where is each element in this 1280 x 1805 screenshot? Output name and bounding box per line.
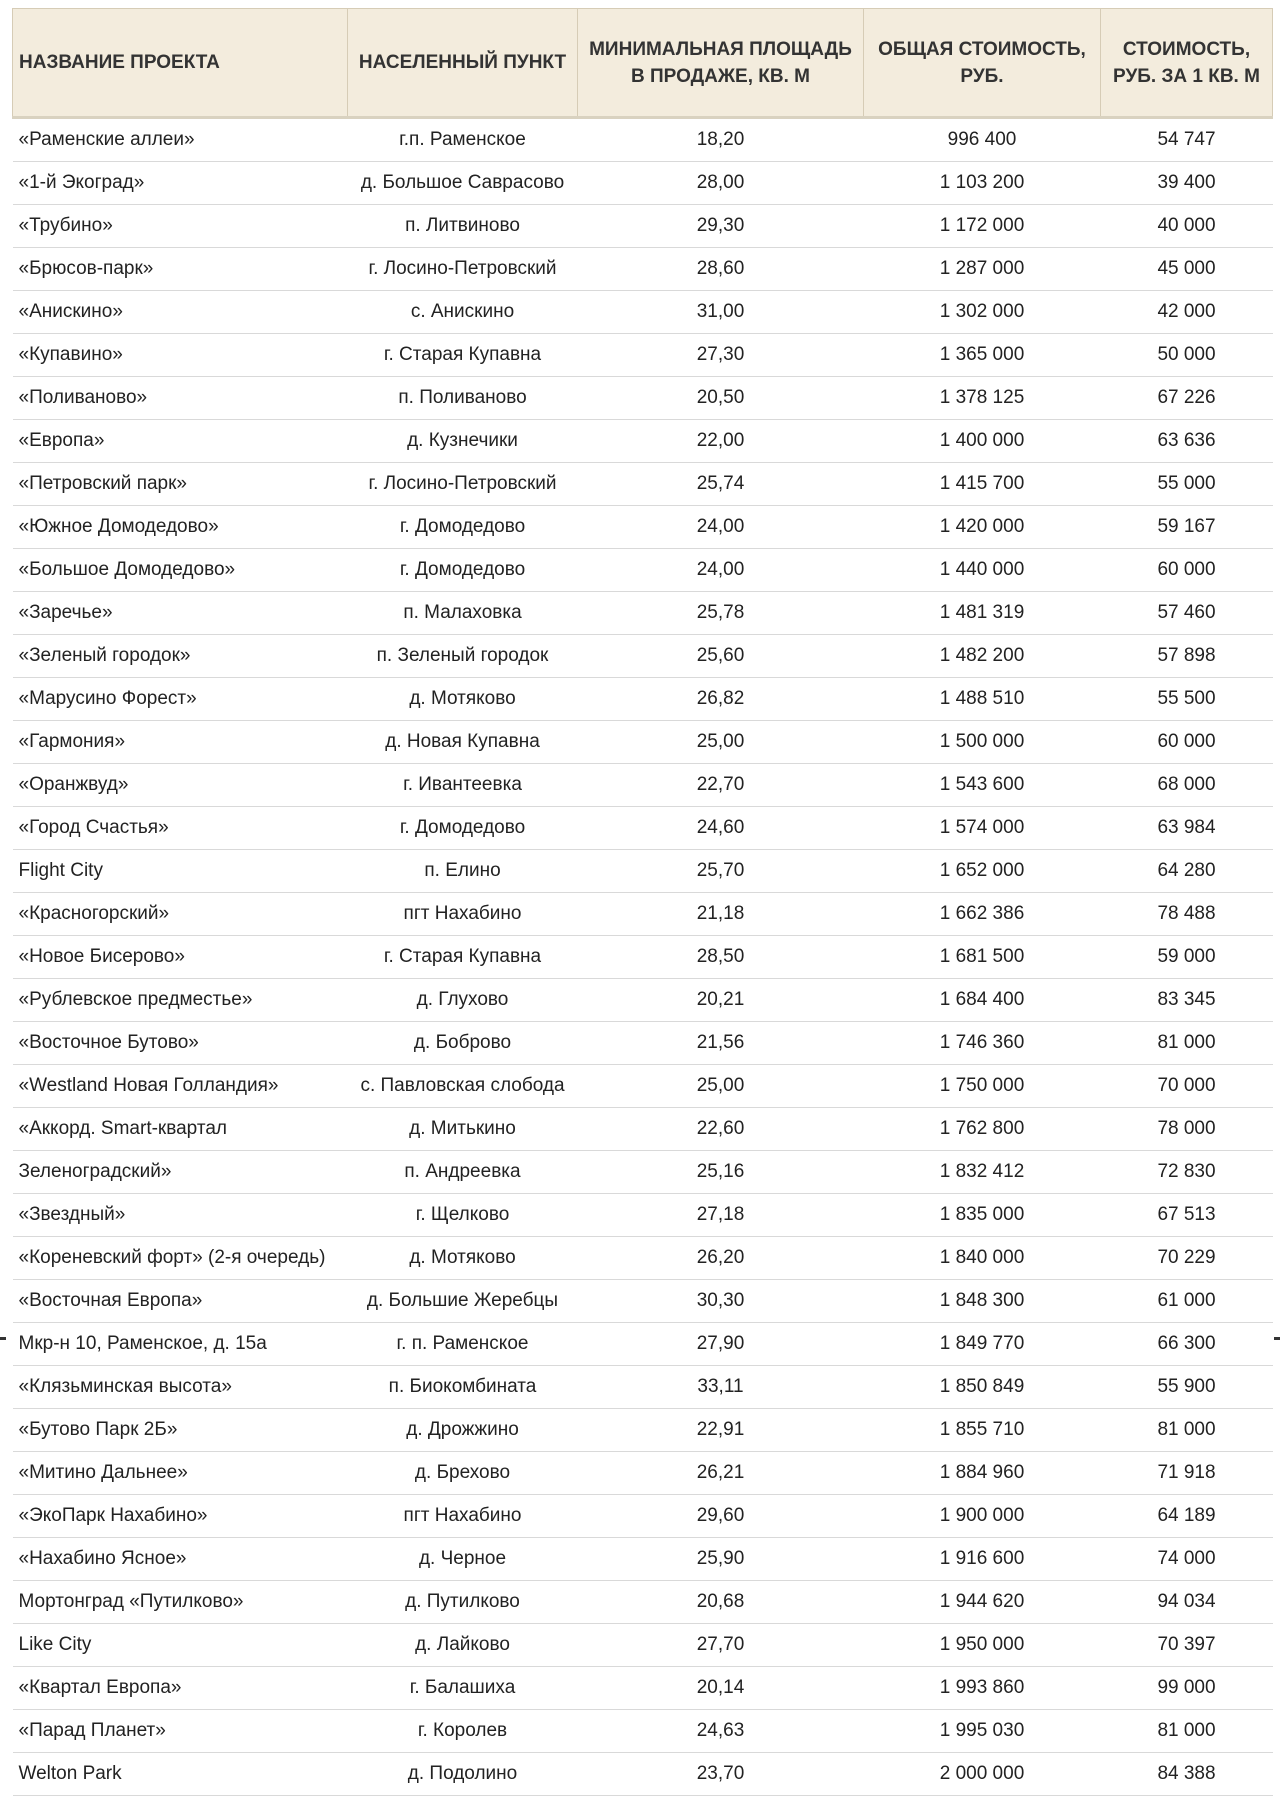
cell-min-area: 23,70 (578, 1753, 864, 1796)
cell-cost-per-sqm: 70 229 (1101, 1237, 1273, 1280)
cell-cost-per-sqm: 78 000 (1101, 1108, 1273, 1151)
cell-total-cost: 1 415 700 (864, 463, 1101, 506)
cell-cost-per-sqm: 67 513 (1101, 1194, 1273, 1237)
cell-cost-per-sqm: 64 189 (1101, 1495, 1273, 1538)
cell-min-area: 25,16 (578, 1151, 864, 1194)
cell-project-name: «Оранжвуд» (13, 764, 348, 807)
cell-locality: пгт Нахабино (348, 1495, 578, 1538)
cell-cost-per-sqm: 64 280 (1101, 850, 1273, 893)
cell-total-cost: 1 440 000 (864, 549, 1101, 592)
cell-project-name: «ЭкоПарк Нахабино» (13, 1495, 348, 1538)
cell-cost-per-sqm: 55 900 (1101, 1366, 1273, 1409)
cell-total-cost: 1 500 000 (864, 721, 1101, 764)
cell-locality: д. Боброво (348, 1022, 578, 1065)
cell-min-area: 26,21 (578, 1452, 864, 1495)
cell-locality: д. Дрожжино (348, 1409, 578, 1452)
cell-project-name: «Трубино» (13, 205, 348, 248)
cell-total-cost: 1 995 030 (864, 1710, 1101, 1753)
table-row (13, 1280, 1273, 1323)
cell-project-name: «Новое Бисерово» (13, 936, 348, 979)
cell-total-cost: 2 000 000 (864, 1753, 1101, 1796)
cell-cost-per-sqm: 81 000 (1101, 1022, 1273, 1065)
cell-cost-per-sqm: 70 000 (1101, 1065, 1273, 1108)
cell-total-cost: 1 835 000 (864, 1194, 1101, 1237)
cell-min-area: 20,68 (578, 1581, 864, 1624)
cell-min-area: 22,00 (578, 420, 864, 463)
cell-locality: г. Домодедово (348, 807, 578, 850)
cell-total-cost: 1 488 510 (864, 678, 1101, 721)
cell-total-cost: 1 400 000 (864, 420, 1101, 463)
table-row (13, 1065, 1273, 1108)
cell-min-area: 27,18 (578, 1194, 864, 1237)
cell-project-name: Зеленоградский» (13, 1151, 348, 1194)
table-row (13, 420, 1273, 463)
cell-min-area: 29,60 (578, 1495, 864, 1538)
table-row (13, 592, 1273, 635)
table-row (13, 334, 1273, 377)
cell-locality: д. Лайково (348, 1624, 578, 1667)
cell-cost-per-sqm: 57 898 (1101, 635, 1273, 678)
table-body (13, 118, 1273, 1796)
cell-total-cost: 1 481 319 (864, 592, 1101, 635)
cell-locality: д. Новая Купавна (348, 721, 578, 764)
cell-cost-per-sqm: 42 000 (1101, 291, 1273, 334)
cell-locality: д. Брехово (348, 1452, 578, 1495)
cell-min-area: 20,14 (578, 1667, 864, 1710)
cell-project-name: «Рублевское предместье» (13, 979, 348, 1022)
cell-project-name: «Бутово Парк 2Б» (13, 1409, 348, 1452)
cell-project-name: «Звездный» (13, 1194, 348, 1237)
cell-total-cost: 1 172 000 (864, 205, 1101, 248)
cell-min-area: 31,00 (578, 291, 864, 334)
header-locality: НАСЕЛЕННЫЙ ПУНКТ (348, 9, 578, 118)
cell-locality: д. Кузнечики (348, 420, 578, 463)
cell-project-name: «Митино Дальнее» (13, 1452, 348, 1495)
cell-project-name: «Заречье» (13, 592, 348, 635)
cell-locality: п. Андреевка (348, 1151, 578, 1194)
table-row (13, 1194, 1273, 1237)
table-row (13, 506, 1273, 549)
cell-cost-per-sqm: 60 000 (1101, 721, 1273, 764)
cell-total-cost: 1 482 200 (864, 635, 1101, 678)
header-project-name: НАЗВАНИЕ ПРОЕКТА (13, 9, 348, 118)
header-min-area: МИНИМАЛЬНАЯ ПЛОЩАДЬ В ПРОДАЖЕ, КВ. М (578, 9, 864, 118)
header-total-cost: ОБЩАЯ СТОИМОСТЬ, РУБ. (864, 9, 1101, 118)
table-header (13, 9, 1273, 118)
cell-total-cost: 1 840 000 (864, 1237, 1101, 1280)
cell-cost-per-sqm: 78 488 (1101, 893, 1273, 936)
cell-locality: г. Домодедово (348, 506, 578, 549)
cell-cost-per-sqm: 45 000 (1101, 248, 1273, 291)
cell-project-name: «Гармония» (13, 721, 348, 764)
cell-min-area: 22,60 (578, 1108, 864, 1151)
cell-total-cost: 996 400 (864, 118, 1101, 162)
cell-project-name: «Европа» (13, 420, 348, 463)
cell-total-cost: 1 681 500 (864, 936, 1101, 979)
cell-locality: г. Щелково (348, 1194, 578, 1237)
table-row (13, 162, 1273, 205)
cell-min-area: 18,20 (578, 118, 864, 162)
cell-project-name: «Город Счастья» (13, 807, 348, 850)
cell-locality: с. Павловская слобода (348, 1065, 578, 1108)
right-edge-marker (1274, 1337, 1280, 1340)
table-row (13, 764, 1273, 807)
cell-total-cost: 1 574 000 (864, 807, 1101, 850)
cell-project-name: «1-й Экоград» (13, 162, 348, 205)
cell-cost-per-sqm: 50 000 (1101, 334, 1273, 377)
cell-locality: г. Старая Купавна (348, 936, 578, 979)
cell-total-cost: 1 287 000 (864, 248, 1101, 291)
cell-cost-per-sqm: 70 397 (1101, 1624, 1273, 1667)
cell-cost-per-sqm: 55 000 (1101, 463, 1273, 506)
table-row (13, 1710, 1273, 1753)
cell-cost-per-sqm: 63 636 (1101, 420, 1273, 463)
table-row (13, 463, 1273, 506)
cell-project-name: «Большое Домодедово» (13, 549, 348, 592)
cell-locality: п. Зеленый городок (348, 635, 578, 678)
cell-project-name: «Аккорд. Smart-квартал (13, 1108, 348, 1151)
cell-cost-per-sqm: 68 000 (1101, 764, 1273, 807)
cell-min-area: 25,78 (578, 592, 864, 635)
cell-total-cost: 1 762 800 (864, 1108, 1101, 1151)
cell-min-area: 20,21 (578, 979, 864, 1022)
cell-min-area: 29,30 (578, 205, 864, 248)
table-row (13, 850, 1273, 893)
cell-total-cost: 1 849 770 (864, 1323, 1101, 1366)
cell-total-cost: 1 543 600 (864, 764, 1101, 807)
cell-min-area: 22,91 (578, 1409, 864, 1452)
table-row (13, 205, 1273, 248)
cell-project-name: «Красногорский» (13, 893, 348, 936)
cell-locality: п. Биокомбината (348, 1366, 578, 1409)
cell-min-area: 27,90 (578, 1323, 864, 1366)
cell-project-name: «Нахабино Ясное» (13, 1538, 348, 1581)
cell-min-area: 28,00 (578, 162, 864, 205)
cell-total-cost: 1 365 000 (864, 334, 1101, 377)
cell-locality: д. Мотяково (348, 1237, 578, 1280)
cell-cost-per-sqm: 67 226 (1101, 377, 1273, 420)
cell-project-name: «Парад Планет» (13, 1710, 348, 1753)
cell-cost-per-sqm: 66 300 (1101, 1323, 1273, 1366)
cell-cost-per-sqm: 54 747 (1101, 118, 1273, 162)
cell-min-area: 20,50 (578, 377, 864, 420)
cell-min-area: 27,30 (578, 334, 864, 377)
cell-locality: г. Балашиха (348, 1667, 578, 1710)
table-row (13, 291, 1273, 334)
cell-min-area: 28,60 (578, 248, 864, 291)
cell-project-name: «Южное Домодедово» (13, 506, 348, 549)
cell-total-cost: 1 684 400 (864, 979, 1101, 1022)
cell-locality: д. Мотяково (348, 678, 578, 721)
cell-min-area: 22,70 (578, 764, 864, 807)
cell-cost-per-sqm: 59 167 (1101, 506, 1273, 549)
cell-project-name: Flight City (13, 850, 348, 893)
cell-locality: г.п. Раменское (348, 118, 578, 162)
table-row (13, 1753, 1273, 1796)
table-row (13, 936, 1273, 979)
cell-total-cost: 1 832 412 (864, 1151, 1101, 1194)
cell-locality: п. Елино (348, 850, 578, 893)
cell-total-cost: 1 850 849 (864, 1366, 1101, 1409)
cell-project-name: «Восточная Европа» (13, 1280, 348, 1323)
cell-min-area: 33,11 (578, 1366, 864, 1409)
cell-cost-per-sqm: 83 345 (1101, 979, 1273, 1022)
table-row (13, 118, 1273, 162)
table-row (13, 1581, 1273, 1624)
cell-project-name: «Анискино» (13, 291, 348, 334)
cell-min-area: 27,70 (578, 1624, 864, 1667)
table-row (13, 893, 1273, 936)
table-row (13, 1538, 1273, 1581)
cell-locality: г. Лосино-Петровский (348, 248, 578, 291)
cell-locality: пгт Нахабино (348, 893, 578, 936)
cell-cost-per-sqm: 40 000 (1101, 205, 1273, 248)
cell-locality: п. Малаховка (348, 592, 578, 635)
cell-min-area: 28,50 (578, 936, 864, 979)
cell-locality: д. Подолино (348, 1753, 578, 1796)
listing-table-container (12, 8, 1272, 1796)
cell-min-area: 25,90 (578, 1538, 864, 1581)
cell-total-cost: 1 420 000 (864, 506, 1101, 549)
cell-locality: д. Митькино (348, 1108, 578, 1151)
table-row (13, 635, 1273, 678)
table-row (13, 549, 1273, 592)
cell-project-name: «Зеленый городок» (13, 635, 348, 678)
cell-cost-per-sqm: 61 000 (1101, 1280, 1273, 1323)
table-row (13, 1366, 1273, 1409)
cell-project-name: «Восточное Бутово» (13, 1022, 348, 1065)
cell-cost-per-sqm: 72 830 (1101, 1151, 1273, 1194)
cell-project-name: «Кореневский форт» (2-я очередь) (13, 1237, 348, 1280)
cell-min-area: 26,82 (578, 678, 864, 721)
table-row (13, 1022, 1273, 1065)
table-row (13, 1151, 1273, 1194)
table-row (13, 1108, 1273, 1151)
cell-project-name: «Купавино» (13, 334, 348, 377)
cell-total-cost: 1 662 386 (864, 893, 1101, 936)
cell-locality: д. Большое Саврасово (348, 162, 578, 205)
cell-min-area: 25,70 (578, 850, 864, 893)
table-row (13, 1495, 1273, 1538)
cell-min-area: 21,56 (578, 1022, 864, 1065)
cell-cost-per-sqm: 60 000 (1101, 549, 1273, 592)
cell-cost-per-sqm: 94 034 (1101, 1581, 1273, 1624)
cell-locality: с. Анискино (348, 291, 578, 334)
cell-min-area: 21,18 (578, 893, 864, 936)
table-row (13, 721, 1273, 764)
cell-cost-per-sqm: 99 000 (1101, 1667, 1273, 1710)
cell-min-area: 30,30 (578, 1280, 864, 1323)
cell-total-cost: 1 944 620 (864, 1581, 1101, 1624)
cell-locality: д. Черное (348, 1538, 578, 1581)
cell-min-area: 24,60 (578, 807, 864, 850)
table-row (13, 248, 1273, 291)
cell-cost-per-sqm: 84 388 (1101, 1753, 1273, 1796)
cell-locality: п. Литвиново (348, 205, 578, 248)
table-row (13, 807, 1273, 850)
cell-project-name: «Westland Новая Голландия» (13, 1065, 348, 1108)
table-row (13, 1624, 1273, 1667)
left-edge-marker (0, 1337, 6, 1340)
cell-locality: г. Ивантеевка (348, 764, 578, 807)
cell-cost-per-sqm: 59 000 (1101, 936, 1273, 979)
cell-cost-per-sqm: 55 500 (1101, 678, 1273, 721)
table-row (13, 1237, 1273, 1280)
cell-project-name: «Квартал Европа» (13, 1667, 348, 1710)
cell-locality: г. Старая Купавна (348, 334, 578, 377)
table-row (13, 1667, 1273, 1710)
cell-cost-per-sqm: 81 000 (1101, 1409, 1273, 1452)
cell-min-area: 25,74 (578, 463, 864, 506)
cell-project-name: «Брюсов-парк» (13, 248, 348, 291)
table-row (13, 678, 1273, 721)
cell-total-cost: 1 900 000 (864, 1495, 1101, 1538)
cell-total-cost: 1 302 000 (864, 291, 1101, 334)
cell-locality: д. Глухово (348, 979, 578, 1022)
cell-cost-per-sqm: 57 460 (1101, 592, 1273, 635)
table-row (13, 377, 1273, 420)
cell-locality: г. Домодедово (348, 549, 578, 592)
cell-total-cost: 1 950 000 (864, 1624, 1101, 1667)
cell-locality: г. Лосино-Петровский (348, 463, 578, 506)
cell-locality: г. п. Раменское (348, 1323, 578, 1366)
cell-cost-per-sqm: 74 000 (1101, 1538, 1273, 1581)
cell-total-cost: 1 916 600 (864, 1538, 1101, 1581)
table-row (13, 1409, 1273, 1452)
cell-min-area: 24,00 (578, 549, 864, 592)
table-row (13, 979, 1273, 1022)
cell-project-name: «Петровский парк» (13, 463, 348, 506)
cell-locality: п. Поливаново (348, 377, 578, 420)
table-row (13, 1323, 1273, 1366)
cell-project-name: «Раменские аллеи» (13, 118, 348, 162)
header-cost-per-sqm: СТОИМОСТЬ, РУБ. ЗА 1 КВ. М (1101, 9, 1273, 118)
table-row (13, 1452, 1273, 1495)
cell-project-name: Мкр-н 10, Раменское, д. 15а (13, 1323, 348, 1366)
cell-project-name: «Поливаново» (13, 377, 348, 420)
cell-min-area: 25,60 (578, 635, 864, 678)
cell-total-cost: 1 652 000 (864, 850, 1101, 893)
cell-min-area: 24,63 (578, 1710, 864, 1753)
cell-locality: д. Путилково (348, 1581, 578, 1624)
cell-project-name: Мортонград «Путилково» (13, 1581, 348, 1624)
cell-total-cost: 1 750 000 (864, 1065, 1101, 1108)
cell-total-cost: 1 378 125 (864, 377, 1101, 420)
cell-min-area: 24,00 (578, 506, 864, 549)
cell-cost-per-sqm: 39 400 (1101, 162, 1273, 205)
cell-total-cost: 1 103 200 (864, 162, 1101, 205)
cell-min-area: 25,00 (578, 721, 864, 764)
cell-project-name: «Клязьминская высота» (13, 1366, 348, 1409)
cell-cost-per-sqm: 63 984 (1101, 807, 1273, 850)
cell-total-cost: 1 848 300 (864, 1280, 1101, 1323)
listing-table (12, 8, 1273, 1796)
cell-total-cost: 1 855 710 (864, 1409, 1101, 1452)
cell-cost-per-sqm: 71 918 (1101, 1452, 1273, 1495)
cell-project-name: «Марусино Форест» (13, 678, 348, 721)
cell-locality: г. Королев (348, 1710, 578, 1753)
cell-total-cost: 1 884 960 (864, 1452, 1101, 1495)
cell-cost-per-sqm: 81 000 (1101, 1710, 1273, 1753)
cell-min-area: 25,00 (578, 1065, 864, 1108)
cell-project-name: Welton Park (13, 1753, 348, 1796)
cell-total-cost: 1 993 860 (864, 1667, 1101, 1710)
cell-min-area: 26,20 (578, 1237, 864, 1280)
cell-project-name: Like City (13, 1624, 348, 1667)
cell-total-cost: 1 746 360 (864, 1022, 1101, 1065)
cell-locality: д. Большие Жеребцы (348, 1280, 578, 1323)
